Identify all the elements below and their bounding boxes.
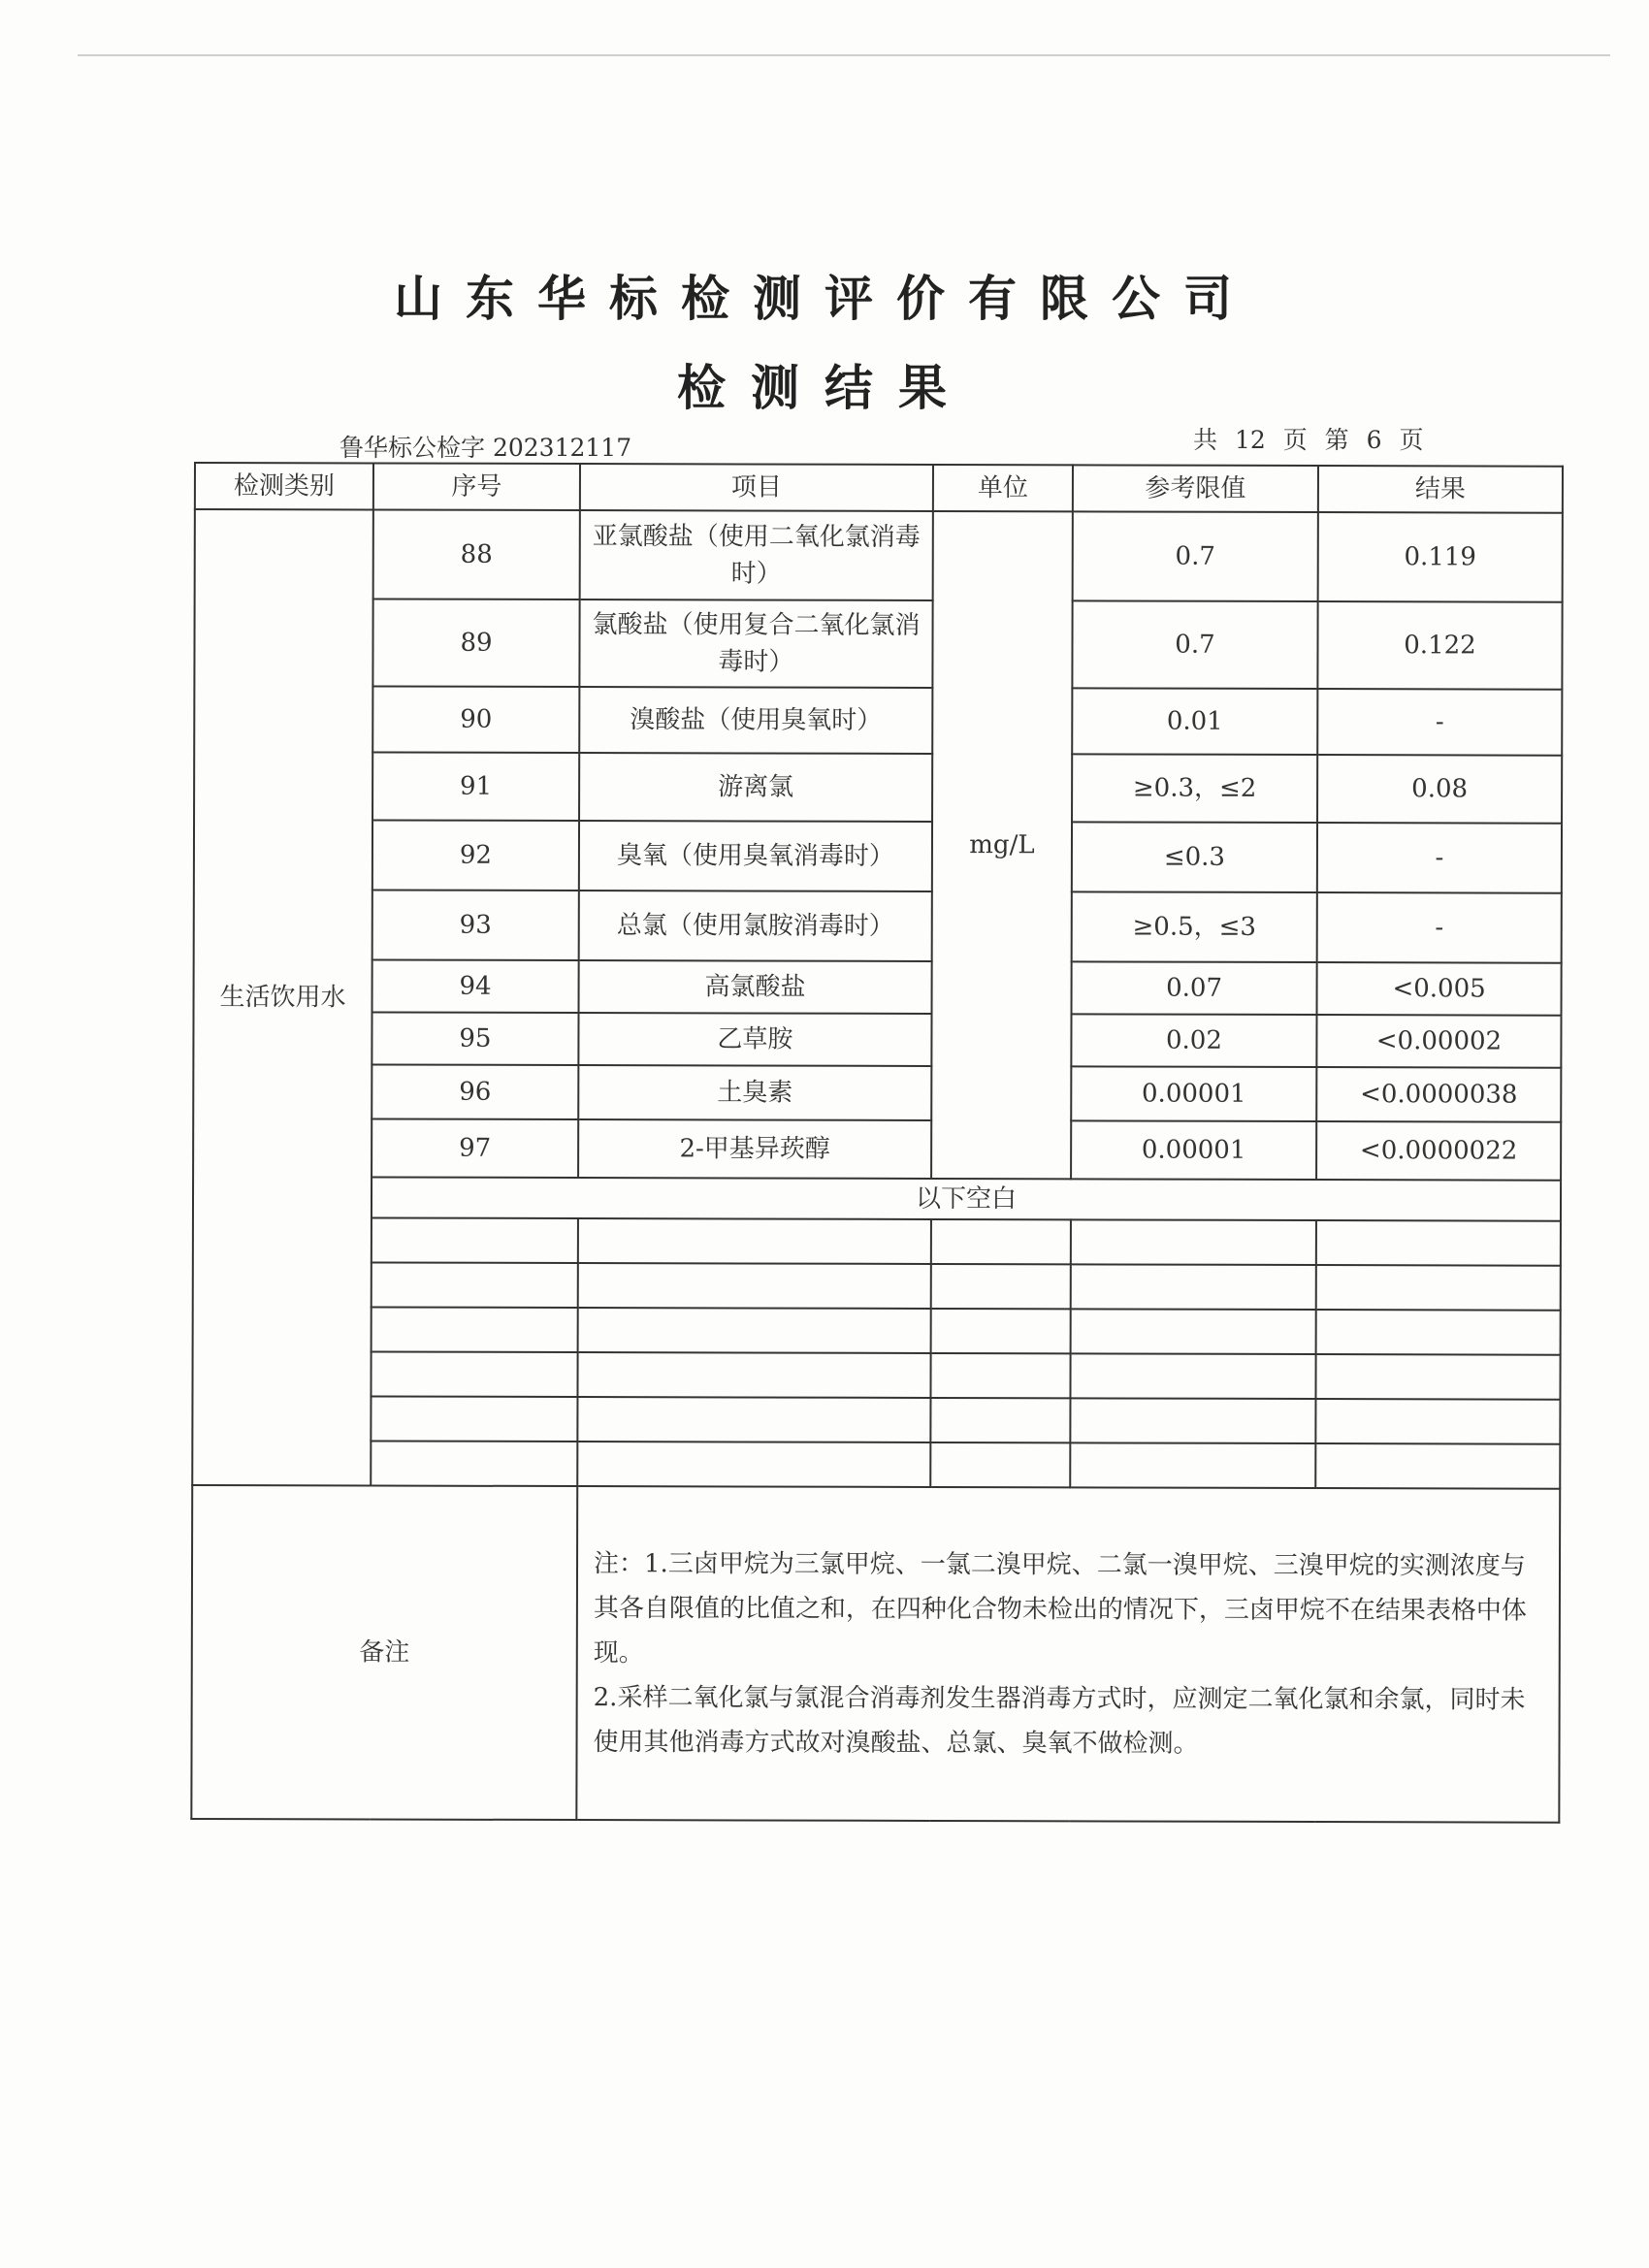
category-cell: 生活饮用水 bbox=[192, 509, 373, 1485]
row-limit: ≥0.3，≤2 bbox=[1072, 754, 1317, 823]
row-number: 94 bbox=[372, 959, 579, 1013]
row-result: <0.00002 bbox=[1316, 1015, 1561, 1068]
empty-cell bbox=[930, 1398, 1070, 1442]
empty-cell bbox=[1071, 1219, 1316, 1265]
row-limit: 0.02 bbox=[1071, 1014, 1316, 1067]
remark-note-2: 2.采样二氧化氯与氯混合消毒剂发生器消毒方式时，应测定二氧化氯和余氯，同时未使用其他消毒方式故对溴酸盐、总氯、臭氧不做检测。 bbox=[593, 1683, 1526, 1759]
row-result: 0.119 bbox=[1318, 512, 1563, 602]
row-number: 92 bbox=[372, 820, 579, 891]
row-number: 97 bbox=[372, 1118, 578, 1178]
row-item: 亚氯酸盐（使用二氧化氯消毒时） bbox=[580, 510, 933, 600]
row-result: - bbox=[1317, 689, 1562, 756]
row-number: 93 bbox=[372, 890, 579, 960]
empty-cell bbox=[371, 1351, 577, 1397]
header-number: 序号 bbox=[373, 463, 580, 510]
company-name: 山东华标检测评价有限公司 bbox=[394, 270, 1255, 327]
empty-cell bbox=[1070, 1353, 1315, 1399]
page-info: 共 12 页 第 6 页 bbox=[1193, 426, 1424, 454]
empty-row bbox=[193, 1307, 1561, 1355]
row-limit: 0.7 bbox=[1073, 511, 1318, 601]
empty-cell bbox=[578, 1308, 931, 1353]
remarks-label: 备注 bbox=[191, 1485, 577, 1820]
row-result: 0.08 bbox=[1317, 755, 1562, 824]
header-category: 检测类别 bbox=[195, 463, 373, 509]
row-item: 土臭素 bbox=[578, 1065, 931, 1120]
empty-cell bbox=[372, 1262, 578, 1308]
empty-cell bbox=[577, 1352, 930, 1398]
row-item: 臭氧（使用臭氧消毒时） bbox=[579, 821, 932, 891]
scan-edge-line bbox=[78, 54, 1610, 56]
row-result: 0.122 bbox=[1317, 601, 1562, 690]
empty-cell bbox=[931, 1264, 1071, 1309]
table-row bbox=[193, 1064, 1561, 1122]
empty-cell bbox=[577, 1442, 930, 1487]
table-row bbox=[194, 599, 1562, 690]
header-unit: 单位 bbox=[933, 465, 1073, 511]
blank-marker: 以下空白 bbox=[372, 1177, 1561, 1220]
row-number: 89 bbox=[372, 599, 579, 687]
blank-marker-row bbox=[193, 1177, 1561, 1221]
empty-cell bbox=[931, 1309, 1071, 1353]
table-row bbox=[195, 509, 1563, 602]
empty-cell bbox=[931, 1219, 1071, 1264]
empty-cell bbox=[1316, 1220, 1561, 1266]
table-row bbox=[194, 686, 1562, 756]
remark-note-1: 注：1.三卤甲烷为三氯甲烷、一氯二溴甲烷、二氯一溴甲烷、三溴甲烷的实测浓度与其各自限值的比值之和，在四种化合物未检出的情况下，三卤甲烷不在结果表格中体现。 bbox=[593, 1549, 1527, 1669]
header-row bbox=[195, 463, 1563, 513]
empty-cell bbox=[930, 1442, 1070, 1487]
row-result: <0.0000022 bbox=[1316, 1121, 1561, 1181]
row-item: 氯酸盐（使用复合二氧化氯消毒时） bbox=[579, 599, 932, 688]
results-table bbox=[190, 462, 1564, 1824]
row-item: 游离氯 bbox=[579, 753, 932, 822]
header-item: 项目 bbox=[580, 464, 933, 511]
empty-cell bbox=[1070, 1442, 1315, 1488]
empty-row bbox=[192, 1351, 1560, 1400]
empty-cell bbox=[930, 1353, 1070, 1398]
row-item: 乙草胺 bbox=[578, 1013, 931, 1066]
empty-cell bbox=[1316, 1265, 1561, 1311]
header-limit: 参考限值 bbox=[1073, 465, 1318, 512]
row-result: <0.005 bbox=[1317, 962, 1562, 1016]
empty-cell bbox=[578, 1218, 931, 1264]
empty-cell bbox=[372, 1307, 578, 1352]
row-limit: 0.00001 bbox=[1071, 1066, 1316, 1121]
document-title: 检测结果 bbox=[677, 359, 972, 416]
empty-cell bbox=[1315, 1443, 1560, 1489]
empty-cell bbox=[371, 1396, 577, 1442]
table-row bbox=[193, 1118, 1561, 1181]
remarks-text bbox=[576, 1486, 1560, 1823]
row-result: - bbox=[1317, 823, 1562, 893]
empty-row bbox=[193, 1217, 1561, 1266]
empty-cell bbox=[577, 1397, 930, 1442]
table-row bbox=[193, 1012, 1561, 1068]
row-number: 91 bbox=[372, 752, 579, 821]
empty-cell bbox=[1071, 1264, 1316, 1310]
table-row bbox=[194, 752, 1562, 824]
empty-cell bbox=[578, 1263, 931, 1309]
empty-row bbox=[192, 1441, 1560, 1489]
row-limit: 0.7 bbox=[1072, 600, 1317, 689]
empty-cell bbox=[1315, 1354, 1560, 1400]
empty-cell bbox=[1315, 1399, 1560, 1444]
empty-cell bbox=[1070, 1398, 1315, 1443]
row-limit: 0.00001 bbox=[1071, 1120, 1316, 1180]
empty-cell bbox=[372, 1217, 578, 1263]
empty-cell bbox=[1316, 1310, 1561, 1355]
table-row bbox=[194, 820, 1562, 893]
table-row bbox=[194, 890, 1562, 963]
row-number: 95 bbox=[372, 1012, 578, 1065]
row-limit: 0.01 bbox=[1072, 688, 1317, 755]
row-limit: ≥0.5，≤3 bbox=[1072, 891, 1317, 962]
report-number: 鲁华标公检字 202312117 bbox=[340, 434, 632, 462]
row-number: 90 bbox=[372, 686, 579, 753]
row-result: - bbox=[1317, 892, 1562, 963]
row-item: 总氯（使用氯胺消毒时） bbox=[579, 891, 932, 961]
empty-cell bbox=[371, 1441, 577, 1486]
row-number: 96 bbox=[372, 1064, 578, 1119]
row-item: 溴酸盐（使用臭氧时） bbox=[579, 687, 932, 754]
row-limit: 0.07 bbox=[1072, 961, 1317, 1015]
empty-row bbox=[192, 1396, 1560, 1444]
empty-cell bbox=[1071, 1309, 1316, 1354]
header-result: 结果 bbox=[1318, 466, 1563, 513]
row-limit: ≤0.3 bbox=[1072, 822, 1317, 892]
empty-row bbox=[193, 1262, 1561, 1311]
unit-cell: mg/L bbox=[931, 511, 1073, 1179]
row-item: 高氯酸盐 bbox=[579, 960, 932, 1014]
remarks-row bbox=[191, 1485, 1560, 1823]
row-item: 2-甲基异莰醇 bbox=[578, 1119, 931, 1179]
table-row bbox=[194, 959, 1562, 1016]
row-result: <0.0000038 bbox=[1316, 1067, 1561, 1122]
row-number: 88 bbox=[373, 509, 580, 599]
